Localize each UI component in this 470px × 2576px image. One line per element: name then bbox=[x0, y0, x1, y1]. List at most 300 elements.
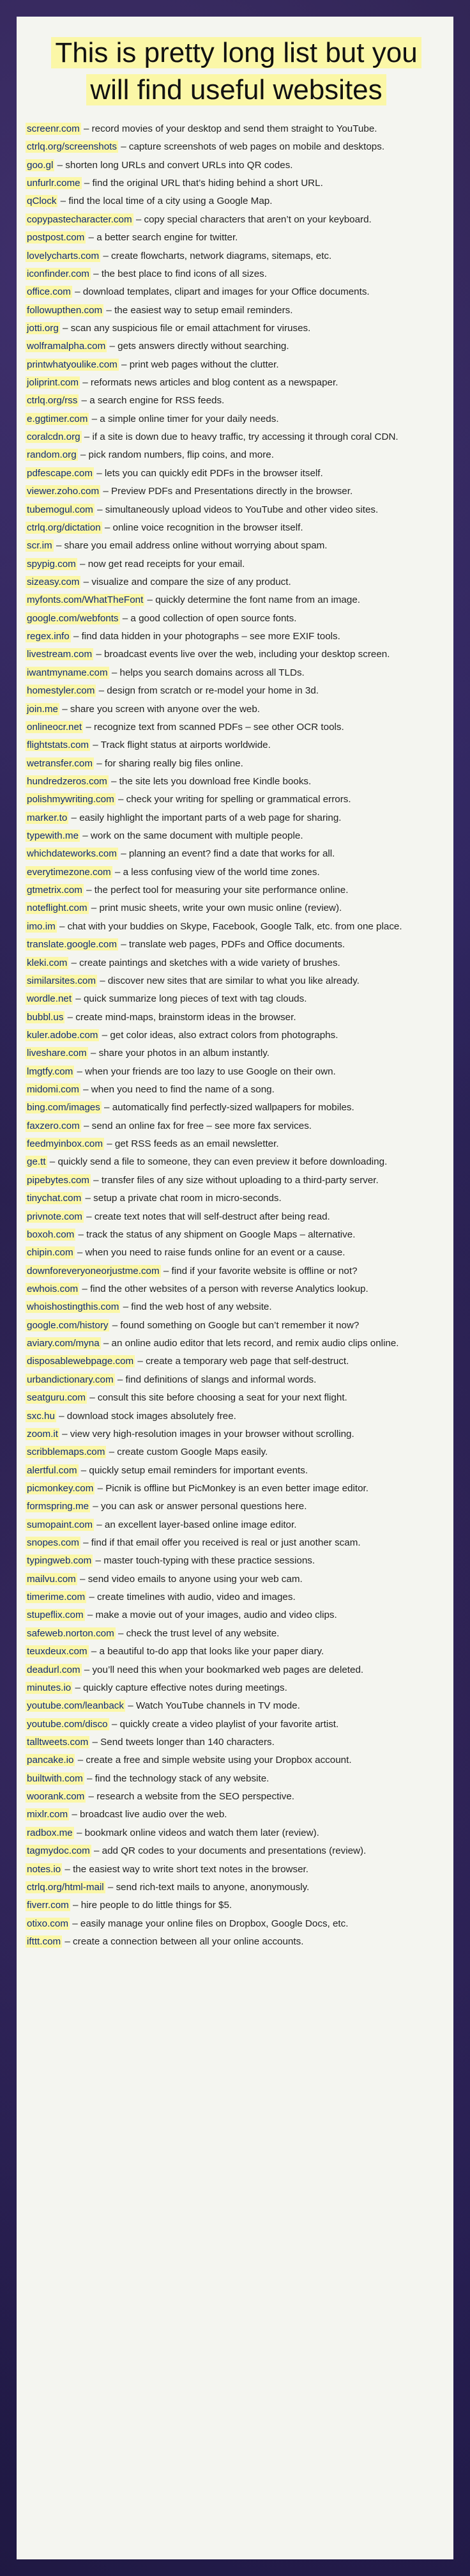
website-link[interactable]: fiverr.com bbox=[27, 1900, 69, 1911]
website-description: – track the status of any shipment on Google Maps – alternative. bbox=[75, 1229, 356, 1240]
website-description: – master touch-typing with these practice sessions. bbox=[93, 1555, 315, 1567]
list-item bbox=[26, 229, 447, 247]
list-item bbox=[26, 990, 447, 1008]
list-item bbox=[26, 1298, 447, 1316]
website-link[interactable]: tinychat.com bbox=[27, 1193, 82, 1204]
website-description: – quickly capture effective notes during meetings. bbox=[72, 1682, 287, 1693]
website-description: – gets answers directly without searching. bbox=[107, 341, 289, 352]
website-link[interactable]: wolframalpha.com bbox=[27, 341, 106, 352]
website-link[interactable]: onlineocr.net bbox=[27, 721, 82, 733]
website-description: – lets you can quickly edit PDFs in the browser itself. bbox=[94, 467, 323, 479]
website-description: – find the technology stack of any website. bbox=[84, 1773, 269, 1784]
website-link[interactable]: homestyler.com bbox=[27, 685, 95, 697]
website-link[interactable]: urbandictionary.com bbox=[27, 1374, 114, 1385]
website-link[interactable]: feedmyinbox.com bbox=[27, 1138, 103, 1150]
list-item bbox=[26, 1081, 447, 1099]
list-item bbox=[26, 519, 447, 537]
list-item bbox=[26, 320, 447, 338]
list-item bbox=[26, 1879, 447, 1897]
website-link[interactable]: spypig.com bbox=[27, 558, 76, 570]
website-description: – find data hidden in your photographs – see more EXIF tools. bbox=[70, 631, 340, 642]
website-link[interactable]: imo.im bbox=[27, 920, 56, 932]
website-link[interactable]: copypastecharacter.com bbox=[27, 213, 132, 225]
website-link[interactable]: formspring.me bbox=[27, 1501, 89, 1512]
website-description: – print music sheets, write your own music online (review). bbox=[88, 903, 342, 914]
website-link[interactable]: whoishostingthis.com bbox=[27, 1301, 119, 1313]
website-link[interactable]: zoom.it bbox=[27, 1428, 58, 1439]
website-link[interactable]: snopes.com bbox=[27, 1537, 79, 1549]
website-link[interactable]: e.ggtimer.com bbox=[27, 413, 88, 424]
list-item bbox=[26, 646, 447, 663]
website-link[interactable]: ctrlq.org/html-mail bbox=[27, 1881, 104, 1893]
website-link[interactable]: builtwith.com bbox=[27, 1773, 83, 1784]
website-link[interactable]: youtube.com/leanback bbox=[27, 1700, 124, 1712]
website-link[interactable]: viewer.zoho.com bbox=[27, 486, 100, 497]
list-item bbox=[26, 664, 447, 682]
website-description: – hire people to do little things for $5. bbox=[70, 1900, 232, 1911]
website-link[interactable]: printwhatyoulike.com bbox=[27, 359, 118, 370]
list-item bbox=[26, 283, 447, 301]
list-item bbox=[26, 773, 447, 791]
website-link[interactable]: ewhois.com bbox=[27, 1284, 79, 1294]
list-item bbox=[26, 591, 447, 609]
website-description: – share you email address online without worrying about spam. bbox=[53, 540, 328, 552]
website-description: – simultaneously upload videos to YouTube and other video sites. bbox=[94, 504, 379, 515]
list-item bbox=[26, 1915, 447, 1933]
list-item bbox=[26, 1044, 447, 1062]
list-item bbox=[26, 827, 447, 845]
website-link[interactable]: sxc.hu bbox=[27, 1410, 55, 1422]
website-description: – an online audio editor that lets record, and remix audio clips online. bbox=[100, 1338, 399, 1349]
list-item bbox=[26, 338, 447, 355]
website-description: – Preview PDFs and Presentations directly in the browser. bbox=[100, 486, 353, 497]
list-item bbox=[26, 1208, 447, 1226]
website-description: – when you need to raise funds online for an event or a cause. bbox=[74, 1247, 345, 1259]
website-description: – when your friends are too lazy to use Google on their own. bbox=[74, 1066, 336, 1077]
website-description: – download templates, clipart and images for your Office documents. bbox=[72, 286, 370, 298]
website-link[interactable]: boxoh.com bbox=[27, 1229, 75, 1240]
list-item bbox=[26, 1716, 447, 1734]
website-link[interactable]: kleki.com bbox=[27, 957, 68, 968]
website-link[interactable]: wordle.net bbox=[27, 993, 72, 1005]
list-item bbox=[26, 1244, 447, 1262]
list-item bbox=[26, 718, 447, 736]
website-link[interactable]: ctrlq.org/rss bbox=[27, 395, 78, 407]
list-item bbox=[26, 1190, 447, 1207]
website-link[interactable]: screenr.com bbox=[27, 123, 80, 134]
website-link[interactable]: scribblemaps.com bbox=[27, 1447, 105, 1458]
website-link[interactable]: teuxdeux.com bbox=[27, 1646, 87, 1657]
website-description: – the perfect tool for measuring your site performance online. bbox=[83, 885, 349, 896]
website-link[interactable]: pancake.io bbox=[27, 1755, 74, 1766]
website-link[interactable]: postpost.com bbox=[27, 232, 85, 244]
page-title-text: This is pretty long list but you will find useful websites bbox=[51, 37, 421, 105]
website-link[interactable]: timerime.com bbox=[27, 1592, 86, 1603]
list-item bbox=[26, 1389, 447, 1407]
website-link[interactable]: joliprint.com bbox=[27, 377, 79, 389]
list-item bbox=[26, 1861, 447, 1879]
website-link[interactable]: lovelycharts.com bbox=[27, 250, 100, 261]
website-description: – quickly setup email reminders for important events. bbox=[78, 1464, 308, 1476]
website-link[interactable]: random.org bbox=[27, 449, 77, 461]
website-description: – consult this site before choosing a seat for your next flight. bbox=[87, 1392, 347, 1404]
list-item bbox=[26, 1679, 447, 1697]
website-description: – discover new sites that are similar to what you like already. bbox=[97, 975, 360, 986]
website-link[interactable]: kuler.adobe.com bbox=[27, 1029, 98, 1041]
list-item bbox=[26, 483, 447, 500]
website-description: – a less confusing view of the world time zones. bbox=[112, 866, 320, 878]
website-link[interactable]: mixlr.com bbox=[27, 1809, 68, 1820]
list-item bbox=[26, 1009, 447, 1027]
list-item bbox=[26, 465, 447, 483]
website-description: – translate web pages, PDFs and Office documents. bbox=[118, 939, 345, 950]
list-item bbox=[26, 1571, 447, 1588]
website-description: – the easiest way to write short text notes in the browser. bbox=[62, 1863, 308, 1875]
website-link[interactable]: midomi.com bbox=[27, 1084, 79, 1096]
website-link[interactable]: woorank.com bbox=[27, 1791, 85, 1803]
website-description: – design from scratch or re-model your home in 3d. bbox=[96, 685, 319, 697]
list-item bbox=[26, 610, 447, 628]
website-description: – a good collection of open source fonts. bbox=[119, 612, 297, 624]
list-item bbox=[26, 555, 447, 573]
list-item bbox=[26, 1734, 447, 1751]
website-description: – create a free and simple website using your Dropbox account. bbox=[75, 1755, 352, 1766]
website-link[interactable]: talltweets.com bbox=[27, 1736, 89, 1748]
website-description: – get color ideas, also extract colors from photographs. bbox=[99, 1029, 338, 1041]
website-description: – find the web host of any website. bbox=[120, 1301, 272, 1313]
website-link[interactable]: typewith.me bbox=[27, 830, 79, 842]
website-link[interactable]: alertful.com bbox=[27, 1464, 77, 1476]
website-description: – find if that email offer you received is real or just another scam. bbox=[80, 1537, 361, 1549]
website-link[interactable]: ctrlq.org/dictation bbox=[27, 522, 101, 533]
website-description: – when you need to find the name of a song. bbox=[80, 1084, 275, 1096]
website-link[interactable]: regex.info bbox=[27, 631, 70, 642]
website-description: – a simple online timer for your daily needs. bbox=[89, 413, 279, 424]
website-link[interactable]: privnote.com bbox=[27, 1211, 82, 1222]
website-list bbox=[26, 120, 447, 1951]
list-panel bbox=[17, 17, 453, 2559]
website-link[interactable]: myfonts.com/WhatTheFont bbox=[27, 594, 144, 606]
list-item bbox=[26, 410, 447, 428]
website-link[interactable]: hundredzeros.com bbox=[27, 775, 107, 787]
website-description: – print web pages without the clutter. bbox=[118, 359, 279, 370]
website-description: – helps you search domains across all TLDs. bbox=[109, 667, 305, 678]
website-description: – a search engine for RSS feeds. bbox=[79, 395, 225, 407]
website-link[interactable]: tubemogul.com bbox=[27, 504, 93, 515]
website-description: – a better search engine for twitter. bbox=[86, 232, 238, 244]
list-item bbox=[26, 1806, 447, 1824]
website-description: – an excellent layer-based online image editor. bbox=[93, 1519, 297, 1530]
website-description: – quick summarize long pieces of text with tag clouds. bbox=[73, 993, 307, 1005]
list-item bbox=[26, 1643, 447, 1661]
list-item bbox=[26, 356, 447, 374]
list-item bbox=[26, 1408, 447, 1425]
website-description: – copy special characters that aren’t on your keyboard. bbox=[133, 213, 372, 225]
website-description: – if a site is down due to heavy traffic, try accessing it through coral CDN. bbox=[81, 431, 398, 443]
website-description: – scan any suspicious file or email attachment for viruses. bbox=[59, 322, 311, 334]
list-item bbox=[26, 1516, 447, 1534]
website-link[interactable]: ifttt.com bbox=[27, 1936, 61, 1947]
website-description: – Send tweets longer than 140 characters. bbox=[89, 1736, 275, 1748]
list-item bbox=[26, 1317, 447, 1335]
website-description: – find the other websites of a person with reverse Analytics lookup. bbox=[79, 1284, 368, 1294]
website-link[interactable]: qClock bbox=[27, 196, 57, 207]
list-item bbox=[26, 1625, 447, 1643]
website-link[interactable]: google.com/history bbox=[27, 1319, 109, 1331]
website-description: – send an online fax for free – see more fax services. bbox=[80, 1120, 312, 1131]
website-description: – bookmark online videos and watch them later (review). bbox=[73, 1827, 319, 1838]
page-title bbox=[38, 35, 434, 109]
website-description: – easily highlight the important parts of a web page for sharing. bbox=[68, 812, 342, 823]
website-link[interactable]: scr.im bbox=[27, 540, 52, 552]
list-item bbox=[26, 1280, 447, 1298]
website-description: – chat with your buddies on Skype, Facebook, Google Talk, etc. from one place. bbox=[56, 920, 402, 932]
website-link[interactable]: notes.io bbox=[27, 1863, 61, 1875]
list-item bbox=[26, 1697, 447, 1715]
website-link[interactable]: wetransfer.com bbox=[27, 757, 93, 769]
website-description: – send rich-text mails to anyone, anonymously. bbox=[105, 1881, 310, 1893]
list-item bbox=[26, 1117, 447, 1135]
list-item bbox=[26, 175, 447, 192]
website-description: – now get read receipts for your email. bbox=[77, 558, 245, 570]
website-description: – broadcast live audio over the web. bbox=[69, 1809, 227, 1820]
website-description: – create flowcharts, network diagrams, sitemaps, etc. bbox=[100, 250, 332, 261]
website-link[interactable]: sumopaint.com bbox=[27, 1519, 93, 1530]
website-link[interactable]: bubbl.us bbox=[27, 1011, 64, 1023]
website-description: – share you screen with anyone over the web. bbox=[59, 703, 261, 715]
website-link[interactable]: youtube.com/disco bbox=[27, 1718, 108, 1730]
list-item bbox=[26, 682, 447, 700]
website-link[interactable]: otixo.com bbox=[27, 1918, 68, 1929]
website-link[interactable]: typingweb.com bbox=[27, 1555, 92, 1567]
website-description: – the easiest way to setup email reminders. bbox=[103, 304, 293, 316]
website-description: – quickly create a video playlist of your favorite artist. bbox=[109, 1718, 339, 1730]
list-item bbox=[26, 1498, 447, 1516]
list-item bbox=[26, 120, 447, 138]
website-description: – find if your favorite website is offline or not? bbox=[160, 1265, 358, 1276]
list-item bbox=[26, 1063, 447, 1081]
list-item bbox=[26, 936, 447, 954]
website-link[interactable]: iconfinder.com bbox=[27, 268, 89, 279]
website-description: – setup a private chat room in micro-seconds. bbox=[82, 1193, 282, 1204]
website-link[interactable]: goo.gl bbox=[27, 159, 54, 171]
website-description: – make a movie out of your images, audio and video clips. bbox=[84, 1610, 337, 1621]
website-link[interactable]: followupthen.com bbox=[27, 304, 103, 316]
list-item bbox=[26, 809, 447, 827]
website-description: – create mind-maps, brainstorm ideas in the browser. bbox=[64, 1011, 296, 1023]
list-item bbox=[26, 1462, 447, 1480]
website-link[interactable]: safeweb.norton.com bbox=[27, 1627, 114, 1639]
list-item bbox=[26, 537, 447, 555]
website-description: – broadcast events live over the web, including your desktop screen. bbox=[93, 649, 390, 660]
website-description: – find definitions of slangs and informal words. bbox=[114, 1374, 317, 1385]
list-item bbox=[26, 1606, 447, 1624]
list-item bbox=[26, 899, 447, 917]
list-item bbox=[26, 265, 447, 283]
website-link[interactable]: office.com bbox=[27, 286, 71, 298]
list-item bbox=[26, 1027, 447, 1044]
website-link[interactable]: whichdateworks.com bbox=[27, 848, 117, 860]
website-link[interactable]: seatguru.com bbox=[27, 1392, 86, 1404]
website-description: – check the trust level of any website. bbox=[115, 1627, 280, 1639]
list-item bbox=[26, 302, 447, 320]
website-description: – you’ll need this when your bookmarked web pages are deleted. bbox=[81, 1664, 364, 1675]
list-item bbox=[26, 845, 447, 863]
list-item bbox=[26, 918, 447, 936]
website-link[interactable]: gtmetrix.com bbox=[27, 885, 82, 896]
website-link[interactable]: disposablewebpage.com bbox=[27, 1356, 134, 1367]
list-item bbox=[26, 1933, 447, 1951]
list-item bbox=[26, 1788, 447, 1806]
website-link[interactable]: everytimezone.com bbox=[27, 866, 111, 878]
website-description: – view very high-resolution images in your browser without scrolling. bbox=[59, 1428, 354, 1439]
list-item bbox=[26, 1262, 447, 1280]
list-item bbox=[26, 1824, 447, 1842]
list-item bbox=[26, 1335, 447, 1353]
list-item bbox=[26, 1353, 447, 1370]
website-description: – Watch YouTube channels in TV mode. bbox=[125, 1700, 300, 1712]
list-item bbox=[26, 211, 447, 229]
website-description: – find the local time of a city using a Google Map. bbox=[57, 196, 273, 207]
website-description: – online voice recognition in the browser itself. bbox=[102, 522, 303, 533]
website-description: – add QR codes to your documents and presentations (review). bbox=[91, 1845, 367, 1857]
website-description: – the best place to find icons of all sizes. bbox=[90, 268, 267, 279]
website-link[interactable]: radbox.me bbox=[27, 1827, 73, 1838]
list-item bbox=[26, 791, 447, 809]
website-description: – easily manage your online files on Dropbox, Google Docs, etc. bbox=[70, 1918, 349, 1929]
website-description: – find the original URL that’s hiding behind a short URL. bbox=[81, 178, 323, 189]
website-description: – research a website from the SEO perspective. bbox=[86, 1791, 295, 1803]
website-link[interactable]: polishmywriting.com bbox=[27, 794, 114, 805]
website-description: – send video emails to anyone using your web cam. bbox=[77, 1573, 303, 1585]
website-description: – planning an event? find a date that works for all. bbox=[118, 848, 335, 860]
website-description: – create paintings and sketches with a wide variety of brushes. bbox=[68, 957, 340, 968]
website-link[interactable]: ge.tt bbox=[27, 1156, 46, 1168]
website-link[interactable]: coralcdn.org bbox=[27, 431, 80, 443]
website-description: – the site lets you download free Kindle books. bbox=[108, 775, 312, 787]
website-description: – get RSS feeds as an email newsletter. bbox=[104, 1138, 279, 1150]
website-description: – a beautiful to-do app that looks like your paper diary. bbox=[88, 1646, 324, 1657]
list-item bbox=[26, 1534, 447, 1552]
website-description: – Track flight status at airports worldwide. bbox=[90, 740, 271, 751]
website-link[interactable]: pipebytes.com bbox=[27, 1174, 89, 1186]
website-link[interactable]: livestream.com bbox=[27, 649, 93, 660]
list-item bbox=[26, 428, 447, 446]
website-link[interactable]: liveshare.com bbox=[27, 1048, 87, 1059]
website-description: – share your photos in an album instantly. bbox=[87, 1048, 269, 1059]
website-link[interactable]: stupeflix.com bbox=[27, 1610, 84, 1621]
website-link[interactable]: flightstats.com bbox=[27, 740, 89, 751]
list-item bbox=[26, 1480, 447, 1498]
website-description: – check your writing for spelling or grammatical errors. bbox=[115, 794, 351, 805]
website-link[interactable]: downforeveryoneorjustme.com bbox=[27, 1265, 160, 1276]
website-link[interactable]: iwantmyname.com bbox=[27, 667, 108, 678]
website-description: – record movies of your desktop and send them straight to YouTube. bbox=[80, 123, 377, 134]
list-item bbox=[26, 1661, 447, 1679]
list-item bbox=[26, 1371, 447, 1389]
list-item bbox=[26, 954, 447, 972]
website-description: – recognize text from scanned PDFs – see other OCR tools. bbox=[83, 721, 344, 733]
website-description: – create timelines with audio, video and images. bbox=[86, 1592, 296, 1603]
website-link[interactable]: unfurlr.come bbox=[27, 178, 80, 189]
list-item bbox=[26, 701, 447, 718]
website-description: – found something on Google but can’t remember it now? bbox=[109, 1319, 360, 1331]
website-link[interactable]: picmonkey.com bbox=[27, 1482, 94, 1494]
list-item bbox=[26, 1135, 447, 1153]
list-item bbox=[26, 501, 447, 519]
list-item bbox=[26, 1226, 447, 1244]
website-description: – transfer files of any size without uploading to a third-party server. bbox=[90, 1174, 379, 1186]
list-item bbox=[26, 1443, 447, 1461]
website-description: – capture screenshots of web pages on mobile and desktops. bbox=[118, 141, 385, 153]
list-item bbox=[26, 1842, 447, 1860]
website-link[interactable]: bing.com/images bbox=[27, 1102, 100, 1113]
website-description: – download stock images absolutely free. bbox=[56, 1410, 236, 1422]
website-link[interactable]: chipin.com bbox=[27, 1247, 73, 1259]
website-link[interactable]: jotti.org bbox=[27, 322, 59, 334]
list-item bbox=[26, 1751, 447, 1769]
website-description: – Picnik is offline but PicMonkey is an even better image editor. bbox=[95, 1482, 368, 1494]
list-item bbox=[26, 628, 447, 646]
website-description: – shorten long URLs and convert URLs into QR codes. bbox=[54, 159, 293, 171]
website-description: – quickly determine the font name from an image. bbox=[144, 594, 360, 606]
list-item bbox=[26, 392, 447, 410]
list-item bbox=[26, 1770, 447, 1788]
list-item bbox=[26, 864, 447, 881]
website-link[interactable]: minutes.io bbox=[27, 1682, 72, 1693]
website-link[interactable]: marker.to bbox=[27, 812, 68, 823]
list-item bbox=[26, 192, 447, 210]
list-item bbox=[26, 157, 447, 175]
website-link[interactable]: similarsites.com bbox=[27, 975, 96, 986]
list-item bbox=[26, 573, 447, 591]
website-link[interactable]: sizeasy.com bbox=[27, 576, 80, 587]
website-link[interactable]: tagmydoc.com bbox=[27, 1845, 90, 1857]
website-link[interactable]: aviary.com/myna bbox=[27, 1338, 100, 1349]
website-description: – quickly send a file to someone, they can even preview it before downloading. bbox=[47, 1156, 388, 1168]
list-item bbox=[26, 1153, 447, 1171]
website-description: – create a connection between all your online accounts. bbox=[62, 1936, 304, 1947]
website-description: – create a temporary web page that self-destruct. bbox=[135, 1356, 349, 1367]
website-link[interactable]: translate.google.com bbox=[27, 939, 117, 950]
website-description: – you can ask or answer personal questions here. bbox=[90, 1501, 307, 1512]
list-item bbox=[26, 972, 447, 990]
list-item bbox=[26, 1172, 447, 1190]
list-item bbox=[26, 755, 447, 773]
list-item bbox=[26, 1897, 447, 1914]
website-link[interactable]: join.me bbox=[27, 703, 58, 715]
website-description: – work on the same document with multiple people. bbox=[80, 830, 303, 842]
list-item bbox=[26, 1425, 447, 1443]
website-description: – for sharing really big files online. bbox=[93, 757, 243, 769]
list-item bbox=[26, 1099, 447, 1117]
website-link[interactable]: google.com/webfonts bbox=[27, 612, 119, 624]
website-link[interactable]: deadurl.com bbox=[27, 1664, 80, 1675]
list-item bbox=[26, 374, 447, 392]
list-item bbox=[26, 247, 447, 265]
website-link[interactable]: faxzero.com bbox=[27, 1120, 80, 1131]
website-link[interactable]: ctrlq.org/screenshots bbox=[27, 141, 117, 153]
website-link[interactable]: pdfescape.com bbox=[27, 467, 93, 479]
website-link[interactable]: mailvu.com bbox=[27, 1573, 76, 1585]
list-item bbox=[26, 138, 447, 156]
website-description: – visualize and compare the size of any product. bbox=[80, 576, 291, 587]
website-link[interactable]: noteflight.com bbox=[27, 903, 87, 914]
website-description: – pick random numbers, flip coins, and more. bbox=[77, 449, 274, 461]
list-item bbox=[26, 1552, 447, 1570]
website-link[interactable]: lmgtfy.com bbox=[27, 1066, 73, 1077]
list-item bbox=[26, 881, 447, 899]
